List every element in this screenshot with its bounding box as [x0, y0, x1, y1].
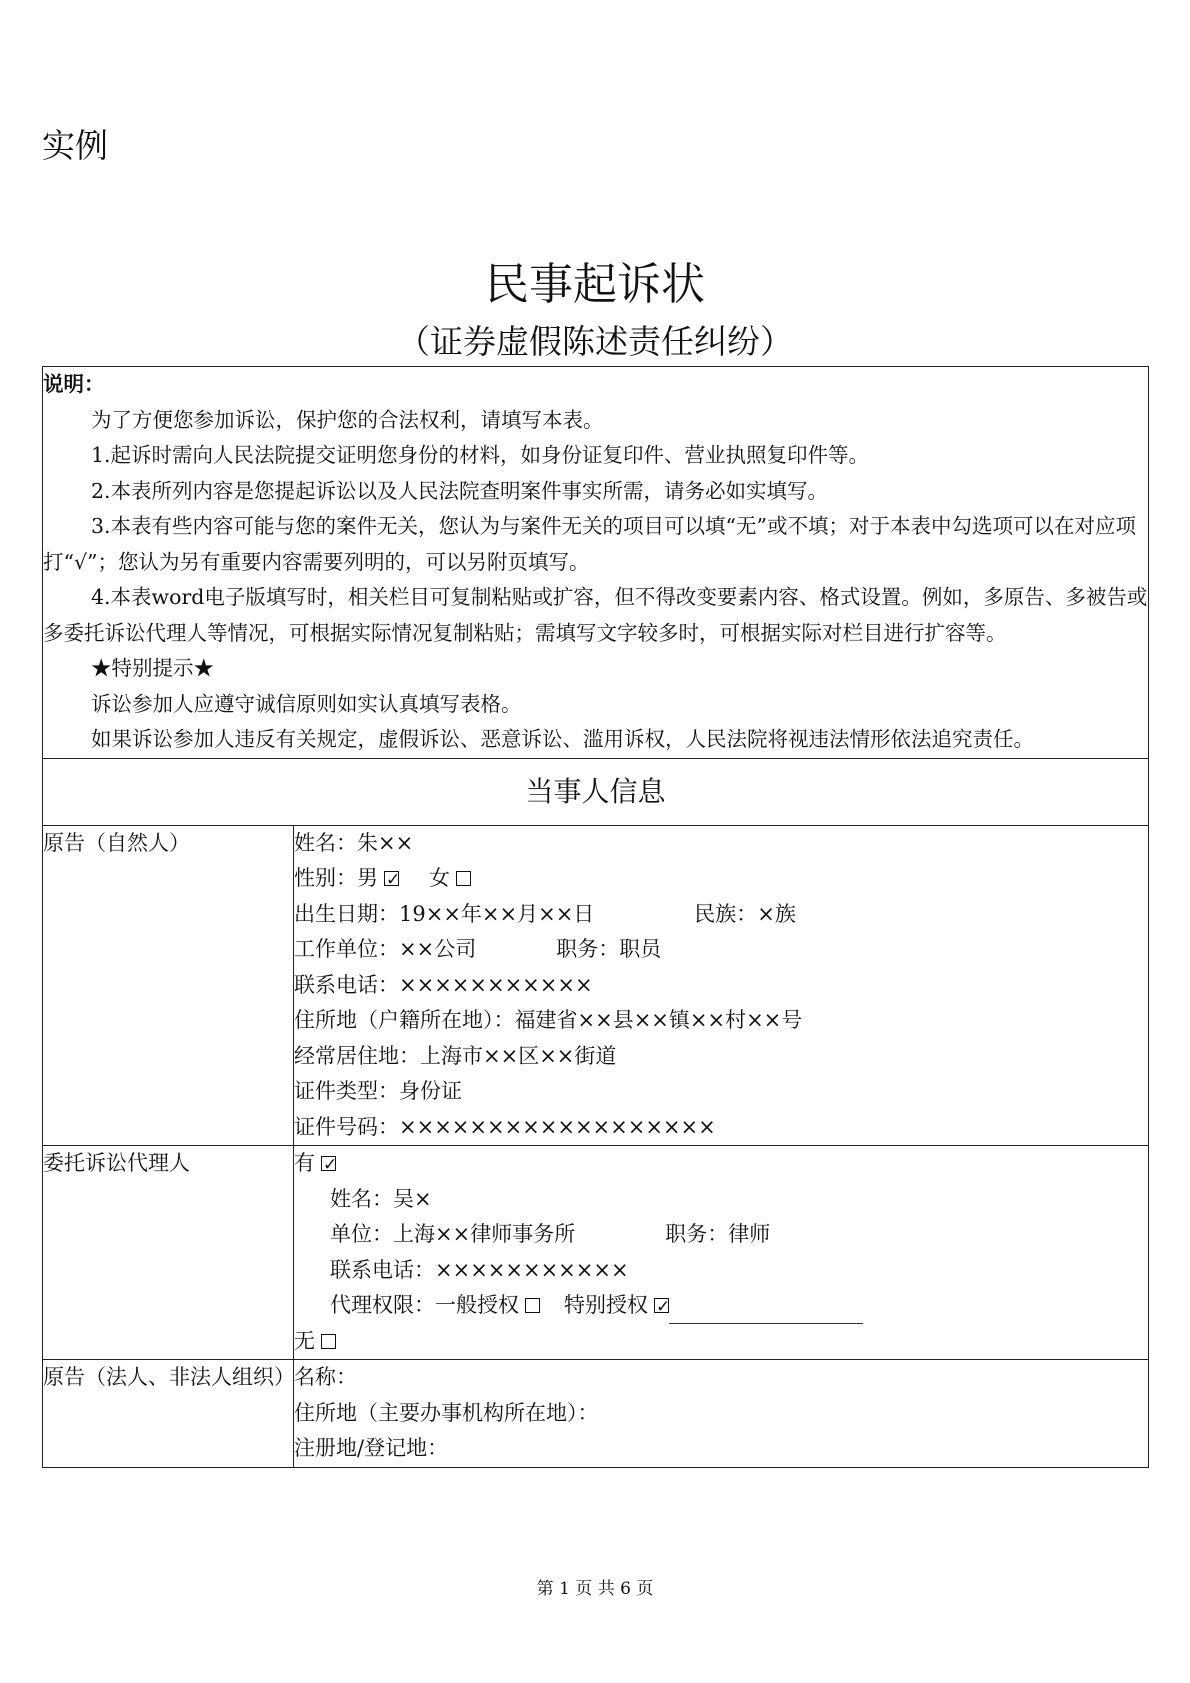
- org-registered[interactable]: 注册地/登记地：: [294, 1436, 449, 1460]
- notes-paragraph: 为了方便您参加诉讼，保护您的合法权利，请填写本表。: [91, 407, 604, 432]
- notes-paragraph: 诉讼参加人应遵守诚信原则如实认真填写表格。: [91, 691, 522, 716]
- complaint-form-table: [42, 366, 1149, 1468]
- plaintiff-birth-ethnicity: [294, 897, 1148, 933]
- plaintiff-phone[interactable]: 联系电话：×××××××××××: [294, 972, 593, 997]
- section-row: [43, 758, 1149, 825]
- plaintiff-gender: [294, 861, 1148, 897]
- agent-has-label: 有: [294, 1151, 315, 1175]
- agent-unit[interactable]: 单位：上海××律师事务所: [330, 1222, 576, 1246]
- plaintiff-residence[interactable]: 住所地（户籍所在地）：福建省××县××镇××村××号: [294, 1008, 803, 1032]
- plaintiff-workplace[interactable]: 工作单位：××公司: [294, 937, 477, 961]
- female-checkbox[interactable]: [456, 871, 471, 886]
- notes-paragraph: 如果诉讼参加人违反有关规定，虚假诉讼、恶意诉讼、滥用诉权，人民法院将视违法情形依法追究责任。: [91, 727, 1034, 751]
- special-authority-checkbox[interactable]: [654, 1298, 669, 1313]
- special-notice-heading: ★特别提示★: [91, 656, 214, 680]
- org-name[interactable]: 名称：: [294, 1365, 357, 1389]
- special-authority-label: 特别授权: [564, 1293, 648, 1317]
- plaintiff-habitual-residence[interactable]: 经常居住地：上海市××区××街道: [294, 1043, 617, 1068]
- agent-has: [294, 1146, 1148, 1182]
- agent-label: 委托诉讼代理人: [43, 1146, 294, 1360]
- male-checkbox[interactable]: [384, 871, 399, 886]
- agent-content: [294, 1146, 1149, 1360]
- plaintiff-birth[interactable]: 出生日期：19××年××月××日: [294, 901, 595, 926]
- agent-phone[interactable]: 联系电话：×××××××××××: [330, 1257, 629, 1282]
- notes-label: 说明：: [43, 372, 105, 396]
- plaintiff-org-label: 原告（法人、非法人组织）: [43, 1360, 294, 1468]
- notes-paragraph: 4.本表word电子版填写时，相关栏目可复制粘贴或扩容，但不得改变要素内容、格式设置。例如，多原告、多被告或多委托诉讼代理人等情况，可根据实际情况复制粘贴；需填写文字较多时，可根据实际对栏目进行扩容等。: [43, 585, 1148, 645]
- male-label: 男: [357, 866, 378, 890]
- agent-row: [43, 1146, 1149, 1360]
- section-title: 当事人信息: [43, 758, 1149, 825]
- notes-paragraph: 1.起诉时需向人民法院提交证明您身份的材料，如身份证复印件、营业执照复印件等。: [91, 443, 870, 467]
- notes-paragraph: 2.本表所列内容是您提起诉讼以及人民法院查明案件事实所需，请务必如实填写。: [91, 478, 829, 503]
- plaintiff-person-label: 原告（自然人）: [43, 825, 294, 1146]
- agent-none: [294, 1324, 1148, 1360]
- notes-paragraph: 3.本表有些内容可能与您的案件无关，您认为与案件无关的项目可以填“无”或不填；对于本表中勾选项可以在对应项打“√”；您认为另有重要内容需要列明的，可以另附页填写。: [43, 514, 1137, 574]
- page-footer: 第 1 页 共 6 页: [536, 1579, 654, 1599]
- plaintiff-work: [294, 932, 1148, 968]
- plaintiff-org-content: [294, 1360, 1149, 1468]
- female-label: 女: [429, 866, 450, 890]
- plaintiff-person-content: [294, 825, 1149, 1146]
- general-authority-checkbox[interactable]: [525, 1298, 540, 1313]
- agent-none-label: 无: [294, 1328, 315, 1353]
- authority-label: 代理权限：: [330, 1293, 435, 1317]
- agent-name[interactable]: 姓名：吴×: [330, 1186, 432, 1211]
- plaintiff-position[interactable]: 职务：职员: [556, 937, 662, 961]
- document-subtitle: （证券虚假陈述责任纠纷）: [397, 322, 793, 361]
- special-authority-blank[interactable]: [669, 1297, 863, 1324]
- document-title: 民事起诉状: [485, 259, 705, 310]
- plaintiff-name[interactable]: 姓名：朱××: [294, 830, 414, 855]
- agent-has-checkbox[interactable]: [321, 1156, 336, 1171]
- plaintiff-ethnicity[interactable]: 民族：×族: [694, 901, 796, 926]
- plaintiff-org-row: [43, 1360, 1149, 1468]
- plaintiff-id-number[interactable]: 证件号码：××××××××××××××××××: [294, 1114, 716, 1139]
- agent-none-checkbox[interactable]: [321, 1334, 336, 1349]
- agent-unit-line: [294, 1217, 1148, 1253]
- notes-row: [43, 367, 1149, 759]
- gender-label: 性别：: [294, 866, 357, 890]
- page-heading: 实例: [42, 126, 108, 165]
- plaintiff-id-type[interactable]: 证件类型：身份证: [294, 1079, 462, 1103]
- org-address[interactable]: 住所地（主要办事机构所在地）：: [294, 1400, 599, 1425]
- agent-position[interactable]: 职务：律师: [665, 1222, 771, 1246]
- general-authority-label: 一般授权: [435, 1293, 519, 1317]
- notes-cell: [43, 367, 1149, 759]
- plaintiff-person-row: [43, 825, 1149, 1146]
- agent-authority: [294, 1288, 1148, 1324]
